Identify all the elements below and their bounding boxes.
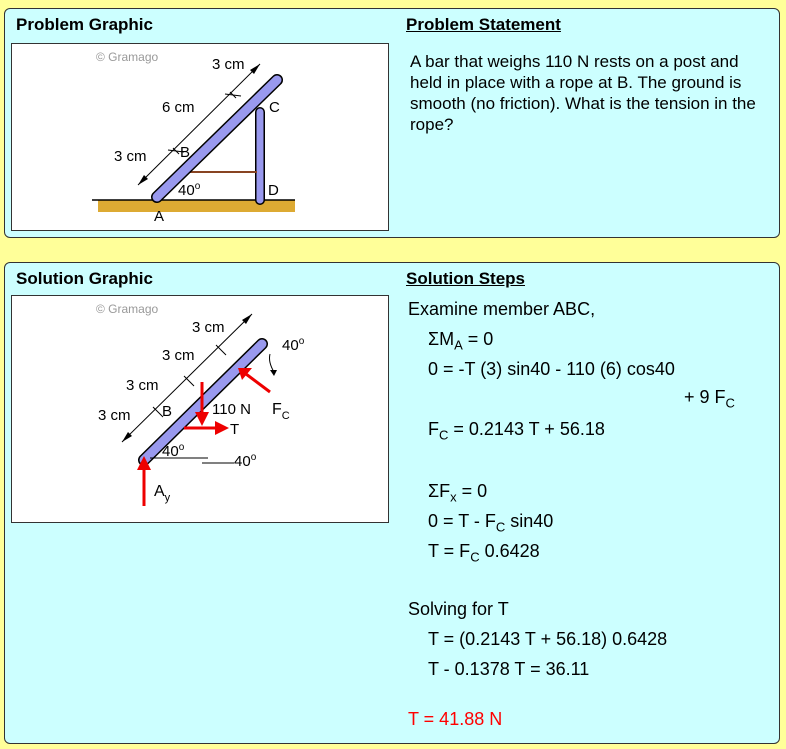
problem-statement: A bar that weighs 110 N rests on a post and held in place with a rope at B. The ground is smooth (no friction). What is the tension in the rope?	[410, 52, 756, 134]
label-b: B	[180, 144, 191, 161]
angle-base-label: 40$^o$	[162, 442, 185, 460]
step-moment-eq: 0 = -T (3) sin40 - 110 (6) cos40	[428, 359, 675, 379]
fbd-label-b: B	[162, 403, 173, 420]
fbd-dim-label-3: 3 cm	[126, 377, 159, 394]
step-moment-sum: $\Sigma M_A = 0$	[428, 329, 494, 353]
problem-diagram	[12, 44, 388, 230]
force-weight-head	[195, 412, 209, 426]
watermark: © Gramago	[96, 50, 159, 64]
force-t-head	[215, 421, 229, 435]
ground-hatch	[98, 200, 295, 212]
step-simplify: T - 0.1378 T = 36.11	[428, 659, 590, 679]
final-answer: T = 41.88 N	[408, 709, 503, 729]
solution-graphic	[11, 295, 389, 523]
fbd-tick-3	[216, 345, 226, 355]
solution-graphic-heading: Solution Graphic	[16, 269, 153, 288]
dim-label-top: 3 cm	[212, 56, 245, 73]
fbd-tick-2	[184, 376, 194, 386]
label-a: A	[154, 208, 165, 225]
fbd-dim-label-4: 3 cm	[98, 407, 131, 424]
fbd-watermark: © Gramago	[96, 302, 159, 316]
fbd-dim-label-1: 3 cm	[192, 319, 225, 336]
problem-graphic	[11, 43, 389, 231]
dimension-line	[138, 64, 260, 185]
solution-steps-heading: Solution Steps	[406, 269, 525, 288]
problem-graphic-heading: Problem Graphic	[16, 15, 153, 34]
dim-label-mid: 6 cm	[162, 99, 195, 116]
tension-label: T	[230, 421, 240, 438]
step-fx-sum: $\Sigma F_x = 0$	[428, 481, 488, 505]
step-examine: Examine member ABC,	[408, 299, 596, 319]
step-moment-eq-cont: + 9 $F_C$	[684, 387, 735, 411]
step-fc-result: $F_C = 0.2143$ T + 56.18	[428, 419, 605, 443]
fc-label: $F_C$	[272, 401, 290, 422]
problem-statement-heading: Problem Statement	[406, 15, 561, 34]
label-c: C	[269, 99, 280, 116]
force-fc-shaft	[246, 374, 270, 392]
angle-label: 40$^o$	[178, 181, 201, 199]
fc-angle-arc	[270, 354, 275, 372]
step-fx-eq: $0 = T - F_C$ sin40	[428, 511, 554, 535]
weight-label: 110 N	[212, 401, 251, 418]
fbd-dim-label-2: 3 cm	[162, 347, 195, 364]
dim-label-low: 3 cm	[114, 148, 147, 165]
fc-angle-arrow	[270, 370, 277, 376]
label-d: D	[268, 182, 279, 199]
angle-top-label: 40$^o$	[282, 336, 305, 354]
step-solving: Solving for T	[408, 599, 509, 619]
angle-right-label: 40$^o$	[234, 452, 257, 470]
ay-label: $A_y$	[154, 483, 171, 504]
solution-diagram	[12, 296, 388, 522]
step-substitute: T = (0.2143 T + 56.18) 0.6428	[428, 629, 668, 649]
step-t-expr: $T = F_C$ 0.6428	[428, 541, 540, 565]
solution-panel	[4, 262, 780, 744]
problem-panel	[4, 8, 780, 238]
